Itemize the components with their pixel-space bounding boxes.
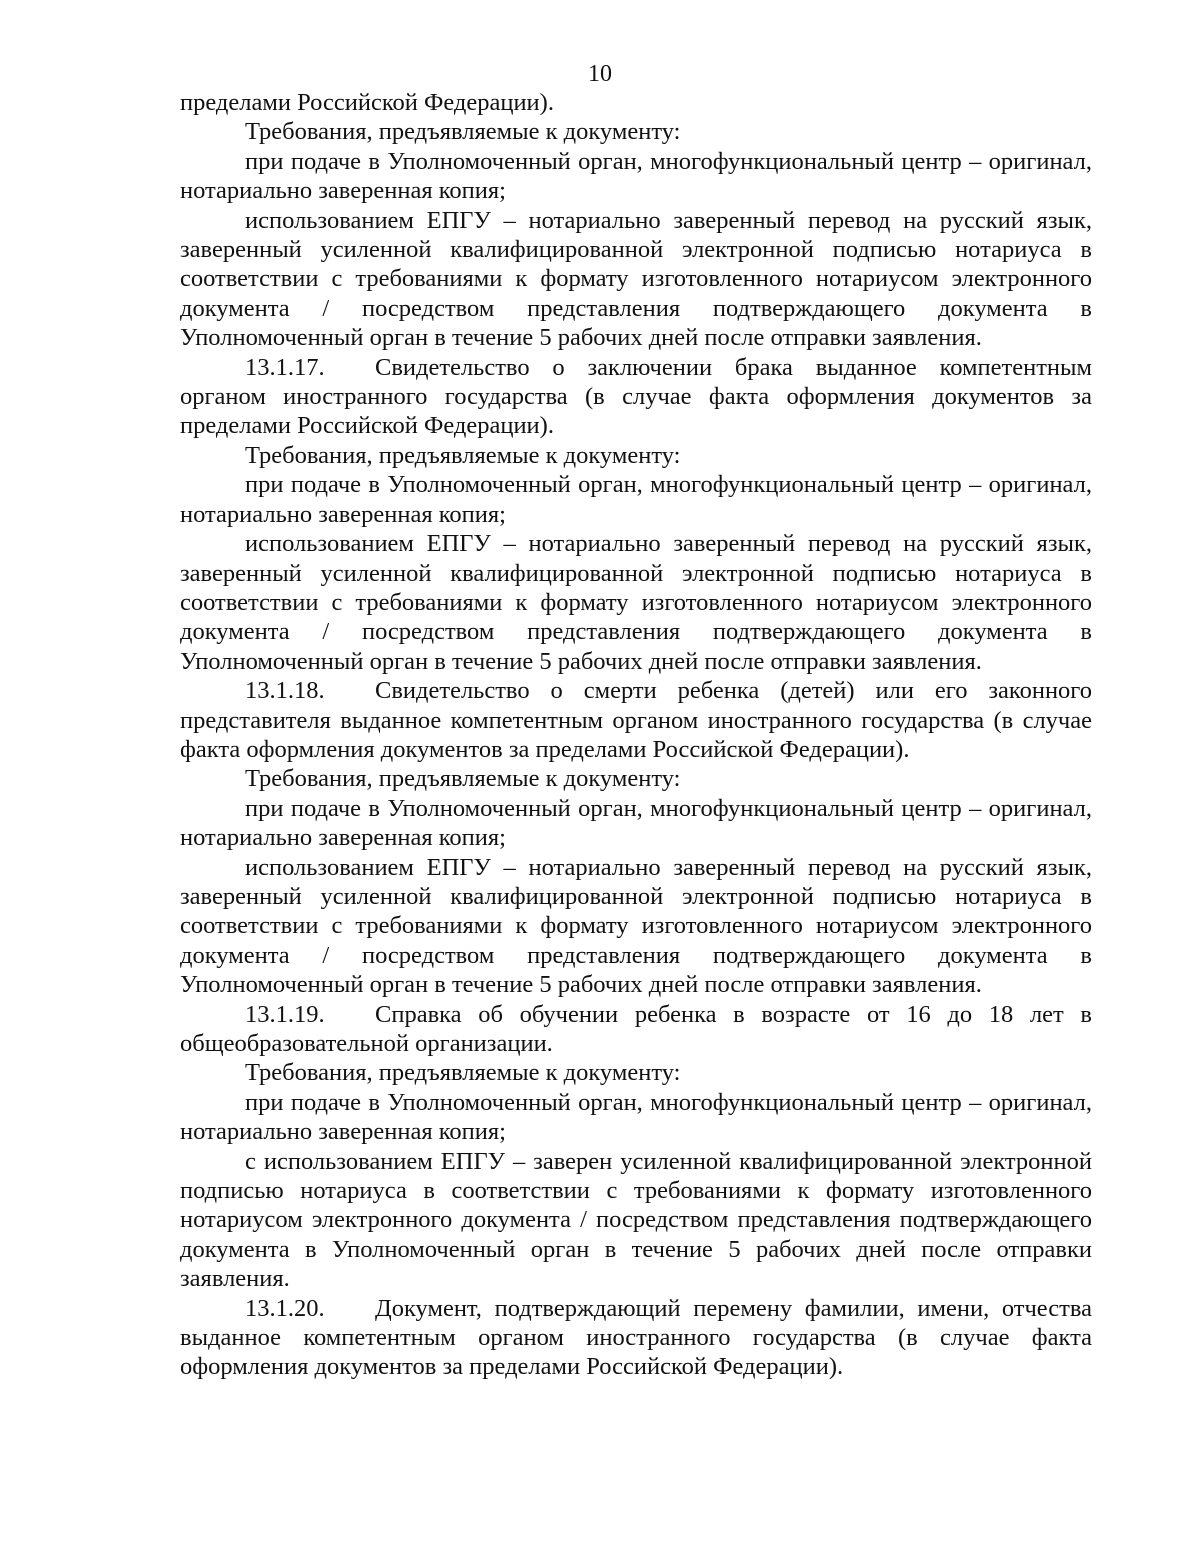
clause-text: Свидетельство о заключении брака выданное компетентным органом иностранного государства (в случае факта оформления документов за пределами Российской Федерации). — [180, 353, 1092, 440]
clause-text: Справка об обучении ребенка в возрасте от 16 до 18 лет в общеобразовательной организации. — [180, 1000, 1092, 1057]
paragraph: при подаче в Уполномоченный орган, многофункциональный центр – оригинал, нотариально заверенная копия; — [180, 794, 1092, 852]
paragraph: использованием ЕПГУ – нотариально заверенный перевод на русский язык, заверенный усиленной квалифицированной электронной подписью нотариуса в соответствии с требованиями к формату изготовленного нотариусом электронного документа / посредством представления подтверждающего документа в Уполномоченный орган в течение 5 рабочих дней после отправки заявления. — [180, 206, 1092, 352]
clause-paragraph — [180, 353, 1092, 441]
clause-number: 13.1.19. — [245, 1000, 325, 1028]
clause-paragraph — [180, 1294, 1092, 1382]
paragraph: использованием ЕПГУ – нотариально заверенный перевод на русский язык, заверенный усиленной квалифицированной электронной подписью нотариуса в соответствии с требованиями к формату изготовленного нотариусом электронного документа / посредством представления подтверждающего документа в Уполномоченный орган в течение 5 рабочих дней после отправки заявления. — [180, 853, 1092, 999]
document-body — [180, 88, 1092, 1382]
paragraph: использованием ЕПГУ – нотариально заверенный перевод на русский язык, заверенный усиленной квалифицированной электронной подписью нотариуса в соответствии с требованиями к формату изготовленного нотариусом электронного документа / посредством представления подтверждающего документа в Уполномоченный орган в течение 5 рабочих дней после отправки заявления. — [180, 530, 1092, 675]
paragraph: с использованием ЕПГУ – заверен усиленной квалифицированной электронной подписью нотариуса в соответствии с требованиями к формату изготовленного нотариусом электронного документа / посредством представления подтверждающего документа в Уполномоченный орган в течение 5 рабочих дней после отправки заявления. — [180, 1147, 1092, 1293]
clause-text: Документ, подтверждающий перемену фамилии, имени, отчества выданное компетентным органом иностранного государства (в случае факта оформления документов за пределами Российской Федерации). — [180, 1294, 1092, 1381]
paragraph: при подаче в Уполномоченный орган, многофункциональный центр – оригинал, нотариально заверенная копия; — [180, 471, 1092, 528]
paragraph: Требования, предъявляемые к документу: — [245, 765, 681, 793]
paragraph: Требования, предъявляемые к документу: — [245, 118, 681, 146]
clause-paragraph — [180, 676, 1092, 764]
paragraph: Требования, предъявляемые к документу: — [245, 1059, 681, 1087]
clause-number: 13.1.18. — [245, 677, 325, 705]
clause-text: Свидетельство о смерти ребенка (детей) или его законного представителя выданное компетентным органом иностранного государства (в случае факта оформления документов за пределами Российской Федерации). — [180, 677, 1092, 763]
paragraph: при подаче в Уполномоченный орган, многофункциональный центр – оригинал, нотариально заверенная копия; — [180, 147, 1092, 205]
page-number: 10 — [588, 61, 612, 87]
clause-number: 13.1.17. — [245, 353, 325, 381]
clause-number: 13.1.20. — [245, 1294, 325, 1322]
paragraph: Требования, предъявляемые к документу: — [245, 441, 681, 469]
paragraph: пределами Российской Федерации). — [180, 89, 554, 116]
paragraph: при подаче в Уполномоченный орган, многофункциональный центр – оригинал, нотариально заверенная копия; — [180, 1088, 1092, 1146]
clause-paragraph — [180, 1000, 1092, 1059]
